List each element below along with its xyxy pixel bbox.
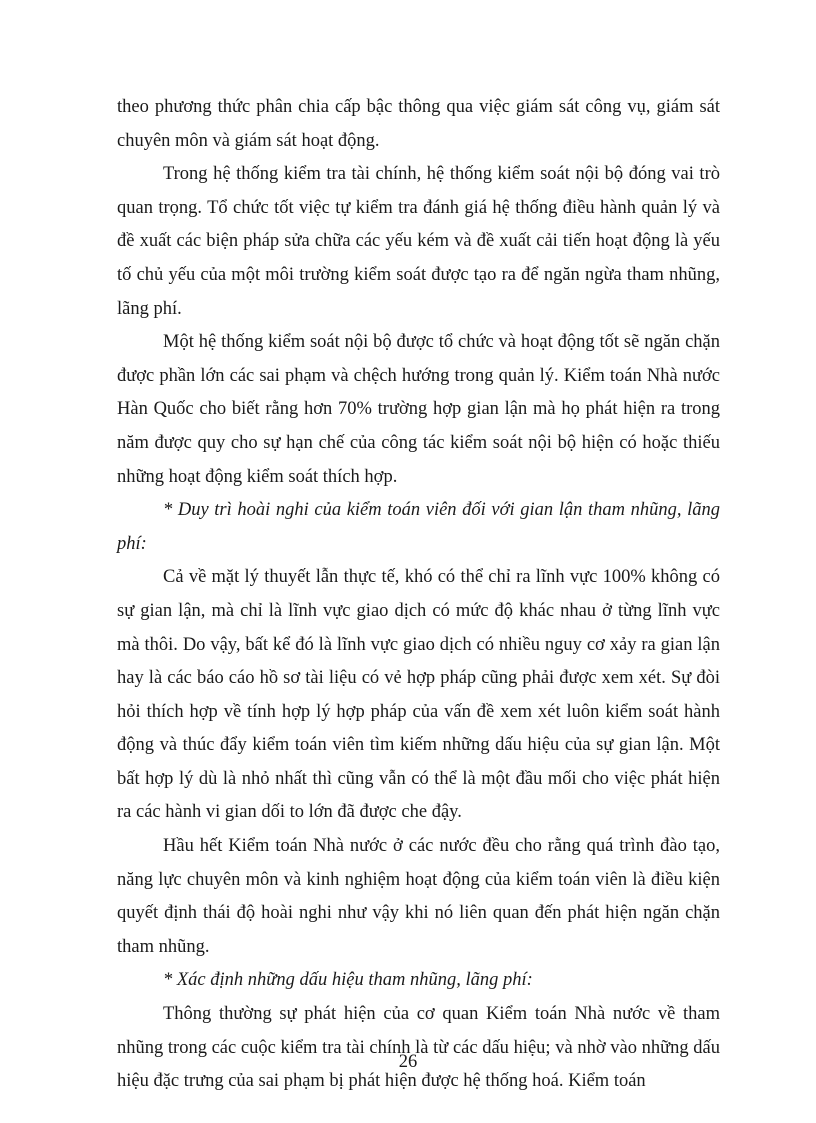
paragraph-2: Trong hệ thống kiểm tra tài chính, hệ thống kiểm soát nội bộ đóng vai trò quan trọng. Tổ chức tốt việc tự kiểm tra đánh giá hệ thống điều hành quản lý và đề xuất các biện pháp sửa chữa các yếu kém và đề xuất cải tiến hoạt động là yếu tố chủ yếu của một môi trường kiểm soát được tạo ra để ngăn ngừa tham nhũng, lãng phí. [117,164,720,319]
paragraph-4: Cả về mặt lý thuyết lẫn thực tế, khó có thể chỉ ra lĩnh vực 100% không có sự gian lận, mà chỉ là lĩnh vực giao dịch có mức độ khác nhau ở từng lĩnh vực mà thôi. Do vậy, bất kể đó là lĩnh vực giao dịch có nhiều nguy cơ xảy ra gian lận hay là các báo cáo hồ sơ tài liệu có vẻ hợp pháp cũng phải được xem xét. Sự đòi hỏi thích hợp về tính hợp lý hợp pháp của vấn đề xem xét luôn kiểm soát hành động và thúc đẩy kiểm toán viên tìm kiếm những dấu hiệu của sự gian lận. Một bất hợp lý dù là nhỏ nhất thì cũng vẫn có thể là một đầu mối cho việc phát hiện ra các hành vi gian dối to lớn đã được che đậy. [117,567,720,823]
paragraph-5: Hầu hết Kiểm toán Nhà nước ở các nước đều cho rằng quá trình đào tạo, năng lực chuyên môn và kinh nghiệm hoạt động của kiểm toán viên là điều kiện quyết định thái độ hoài nghi như vậy khi nó liên quan đến phát hiện ngăn chặn tham nhũng. [117,836,720,957]
paragraph-6: Thông thường sự phát hiện của cơ quan Kiểm toán Nhà nước về tham nhũng trong các cuộc kiểm tra tài chính là từ các dấu hiệu; và nhờ vào những dấu hiệu đặc trưng của sai phạm bị phát hiện được hệ thống hoá. Kiểm toán [117,1004,720,1092]
page-number: 26 [398,1052,418,1072]
subheading-indicators: * Xác định những dấu hiệu tham nhũng, lãng phí: [163,970,533,991]
subheading-skepticism: * Duy trì hoài nghi của kiểm toán viên đối với gian lận tham nhũng, lãng phí: [117,500,720,554]
page-body [117,91,720,1099]
paragraph-1: theo phương thức phân chia cấp bậc thông qua việc giám sát công vụ, giám sát chuyên môn và giám sát hoạt động. [117,97,720,151]
paragraph-3: Một hệ thống kiểm soát nội bộ được tổ chức và hoạt động tốt sẽ ngăn chặn được phần lớn các sai phạm và chệch hướng trong quản lý. Kiểm toán Nhà nước Hàn Quốc cho biết rằng hơn 70% trường hợp gian lận mà họ phát hiện ra trong năm được quy cho sự hạn chế của công tác kiểm soát nội bộ hiện có hoặc thiếu những hoạt động kiểm soát thích hợp. [117,332,720,487]
